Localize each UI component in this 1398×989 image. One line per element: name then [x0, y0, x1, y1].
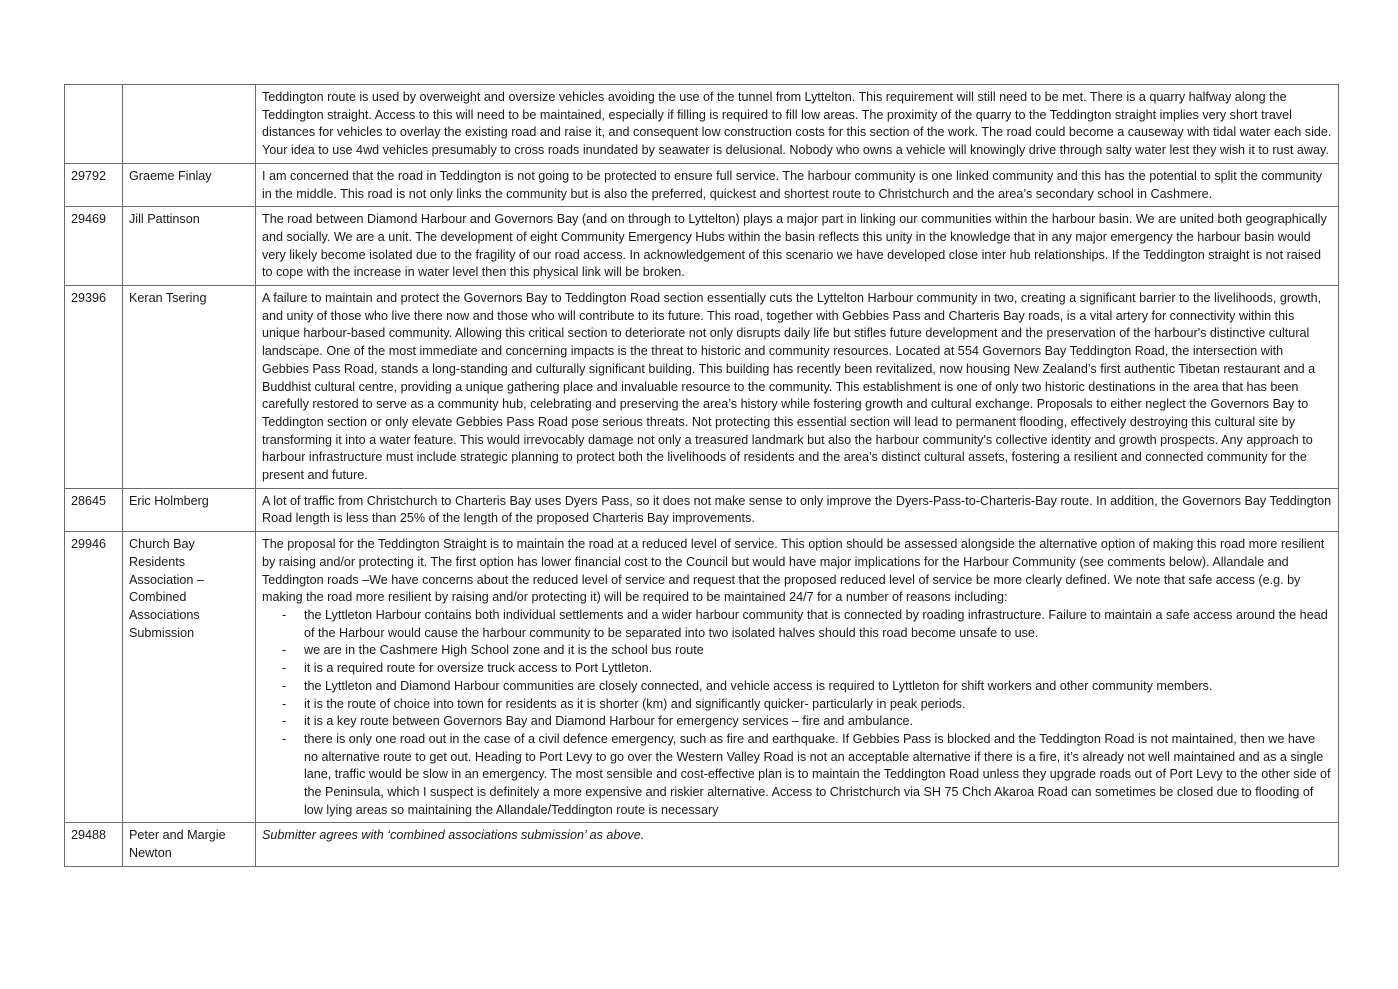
submission-text-cell: A lot of traffic from Christchurch to Charteris Bay uses Dyers Pass, so it does not make sense to only improve the Dyers-Pass-to-Charteris-Bay route. In addition, the Governors Bay Teddington Road length is less than 25% of the length of the proposed Charteris Bay improvements.: [256, 488, 1339, 531]
list-item: - there is only one road out in the case of a civil defence emergency, such as fire and earthquake. If Gebbies Pass is blocked and the Teddington Road is not maintained, then we have no alternative route to get out. Heading to Port Levy to go over the Western Valley Road is not an acceptable alternative if there is a fire, it’s already not well maintained and as a single lane, traffic would be slow in an emergency. The most sensible and cost-effective plan is to maintain the Teddington Road unless they upgrade roads out of Port Levy to the other side of the Peninsula, which I suspect is definitely a more expensive and riskier alternative. Access to Christchurch via SH 75 Chch Akaroa Road can sometimes be closed due to flooding of low lying areas so maintaining the Allandale/Teddington route is necessary: [262, 731, 1332, 820]
submission-intro-text: The proposal for the Teddington Straight is to maintain the road at a reduced level of service. This option should be assessed alongside the alternative option of making this road more resilient by raising and/or protecting it. The first option has lower financial cost to the Council but would have major implications for the Harbour Community (see comments below). Allandale and Teddington roads –We have concerns about the reduced level of service and request that the proposed reduced level of service be more clearly defined. We note that safe access (e.g. by making the road more resilient by raising and/or protecting it) will be required to be maintained 24/7 for a number of reasons including:: [262, 537, 1325, 605]
list-item: - the Lyttleton and Diamond Harbour communities are closely connected, and vehicle access is required to Lyttleton for shift workers and other community members.: [262, 678, 1332, 696]
list-item: - the Lyttleton Harbour contains both individual settlements and a wider harbour community that is connected by roading infrastructure. Failure to maintain a safe access around the head of the Harbour would cause the harbour community to be separated into two isolated halves should this road become unsafe to use.: [262, 607, 1332, 642]
submission-id-cell: 29396: [65, 286, 123, 489]
table-row: [65, 823, 1339, 866]
submitter-name-cell: Church Bay Residents Association – Combined Associations Submission: [123, 532, 256, 823]
submission-id-cell: 29946: [65, 532, 123, 823]
table-row: [65, 85, 1339, 164]
submissions-table: [64, 84, 1339, 867]
submission-text-cell: Teddington route is used by overweight and oversize vehicles avoiding the use of the tunnel from Lyttelton. This requirement will still need to be met. There is a quarry halfway along the Teddington straight. Access to this will need to be maintained, especially if filling is required to fill low areas. The proximity of the quarry to the Teddington straight implies very short travel distances for vehicles to overlay the existing road and raise it, and consequent low construction costs for this section of the work. The road could become a causeway with tidal water each side. Your idea to use 4wd vehicles presumably to cross roads inundated by seawater is delusional. Nobody who owns a vehicle will knowingly drive through salty water lest they wish it to rust away.: [256, 85, 1339, 164]
submitter-name-cell: Eric Holmberg: [123, 488, 256, 531]
submission-text-cell: [256, 532, 1339, 823]
submitter-name-cell: Keran Tsering: [123, 286, 256, 489]
submission-id-cell: 28645: [65, 488, 123, 531]
submission-id-cell: 29469: [65, 207, 123, 286]
reasons-list: [262, 607, 1332, 819]
submission-text-cell: I am concerned that the road in Teddington is not going to be protected to ensure full service. The harbour community is one linked community and this has the potential to split the community in the middle. This road is not only links the community but is also the preferred, quickest and shortest route to Christchurch and the area’s secondary school in Cashmere.: [256, 163, 1339, 206]
submission-text-cell: Submitter agrees with ‘combined associations submission’ as above.: [256, 823, 1339, 866]
list-item: - we are in the Cashmere High School zone and it is the school bus route: [262, 642, 1332, 660]
submission-text-cell: A failure to maintain and protect the Governors Bay to Teddington Road section essentially cuts the Lyttelton Harbour community in two, creating a significant barrier to the livelihoods, growth, and unity of those who live there now and those who will contribute to its future. This road, together with Gebbies Pass and Charteris Bay roads, is a vital artery for connectivity within this unique harbour-based community. Allowing this critical section to deteriorate not only disrupts daily life but stifles future development and the preservation of the harbour's distinctive cultural landscape. One of the most immediate and concerning impacts is the threat to historic and community resources. Located at 554 Governors Bay Teddington Road, the intersection with Gebbies Pass Road, stands a long-standing and culturally significant building. This building has recently been revitalized, now housing New Zealand’s first authentic Tibetan restaurant and a Buddhist cultural centre, providing a unique gathering place and invaluable resource to the community. This establishment is one of only two historic destinations in the area that has been carefully restored to serve as a community hub, celebrating and preserving the area’s history while fostering growth and cultural exchange. Proposals to either neglect the Governors Bay to Teddington section or only elevate Gebbies Pass Road pose serious threats. Not protecting this essential section will lead to permanent flooding, effectively destroying this cultural site by transforming it into a water feature. This would irrevocably damage not only a treasured landmark but also the harbour community's collective identity and growth prospects. Any approach to harbour infrastructure must include strategic planning to protect both the livelihoods of residents and the area’s distinct cultural assets, fostering a resilient and connected community for the present and future.: [256, 286, 1339, 489]
submitter-name-cell: Peter and Margie Newton: [123, 823, 256, 866]
submission-id-cell: 29792: [65, 163, 123, 206]
table-row: [65, 207, 1339, 286]
table-row: [65, 488, 1339, 531]
submitter-name-cell: Graeme Finlay: [123, 163, 256, 206]
list-item: - it is a required route for oversize truck access to Port Lyttleton.: [262, 660, 1332, 678]
table-row: [65, 532, 1339, 823]
table-row: [65, 286, 1339, 489]
submission-text-cell: The road between Diamond Harbour and Governors Bay (and on through to Lyttelton) plays a major part in linking our communities within the harbour basin. We are united both geographically and socially. We are a unit. The development of eight Community Emergency Hubs within the basin reflects this unity in the knowledge that in any major emergency the harbour basin would very likely become isolated due to the fragility of our road access. In acknowledgement of this scenario we have developed close inter hub relationships. If the Teddington straight is not raised to cope with the increase in water level then this physical link will be broken.: [256, 207, 1339, 286]
submission-id-cell: [65, 85, 123, 164]
submitter-name-cell: Jill Pattinson: [123, 207, 256, 286]
table-row: [65, 163, 1339, 206]
submitter-name-cell: [123, 85, 256, 164]
document-page: [64, 84, 1338, 867]
list-item: - it is the route of choice into town for residents as it is shorter (km) and significantly quicker- particularly in peak periods.: [262, 696, 1332, 714]
list-item: - it is a key route between Governors Bay and Diamond Harbour for emergency services – fire and ambulance.: [262, 713, 1332, 731]
submission-id-cell: 29488: [65, 823, 123, 866]
